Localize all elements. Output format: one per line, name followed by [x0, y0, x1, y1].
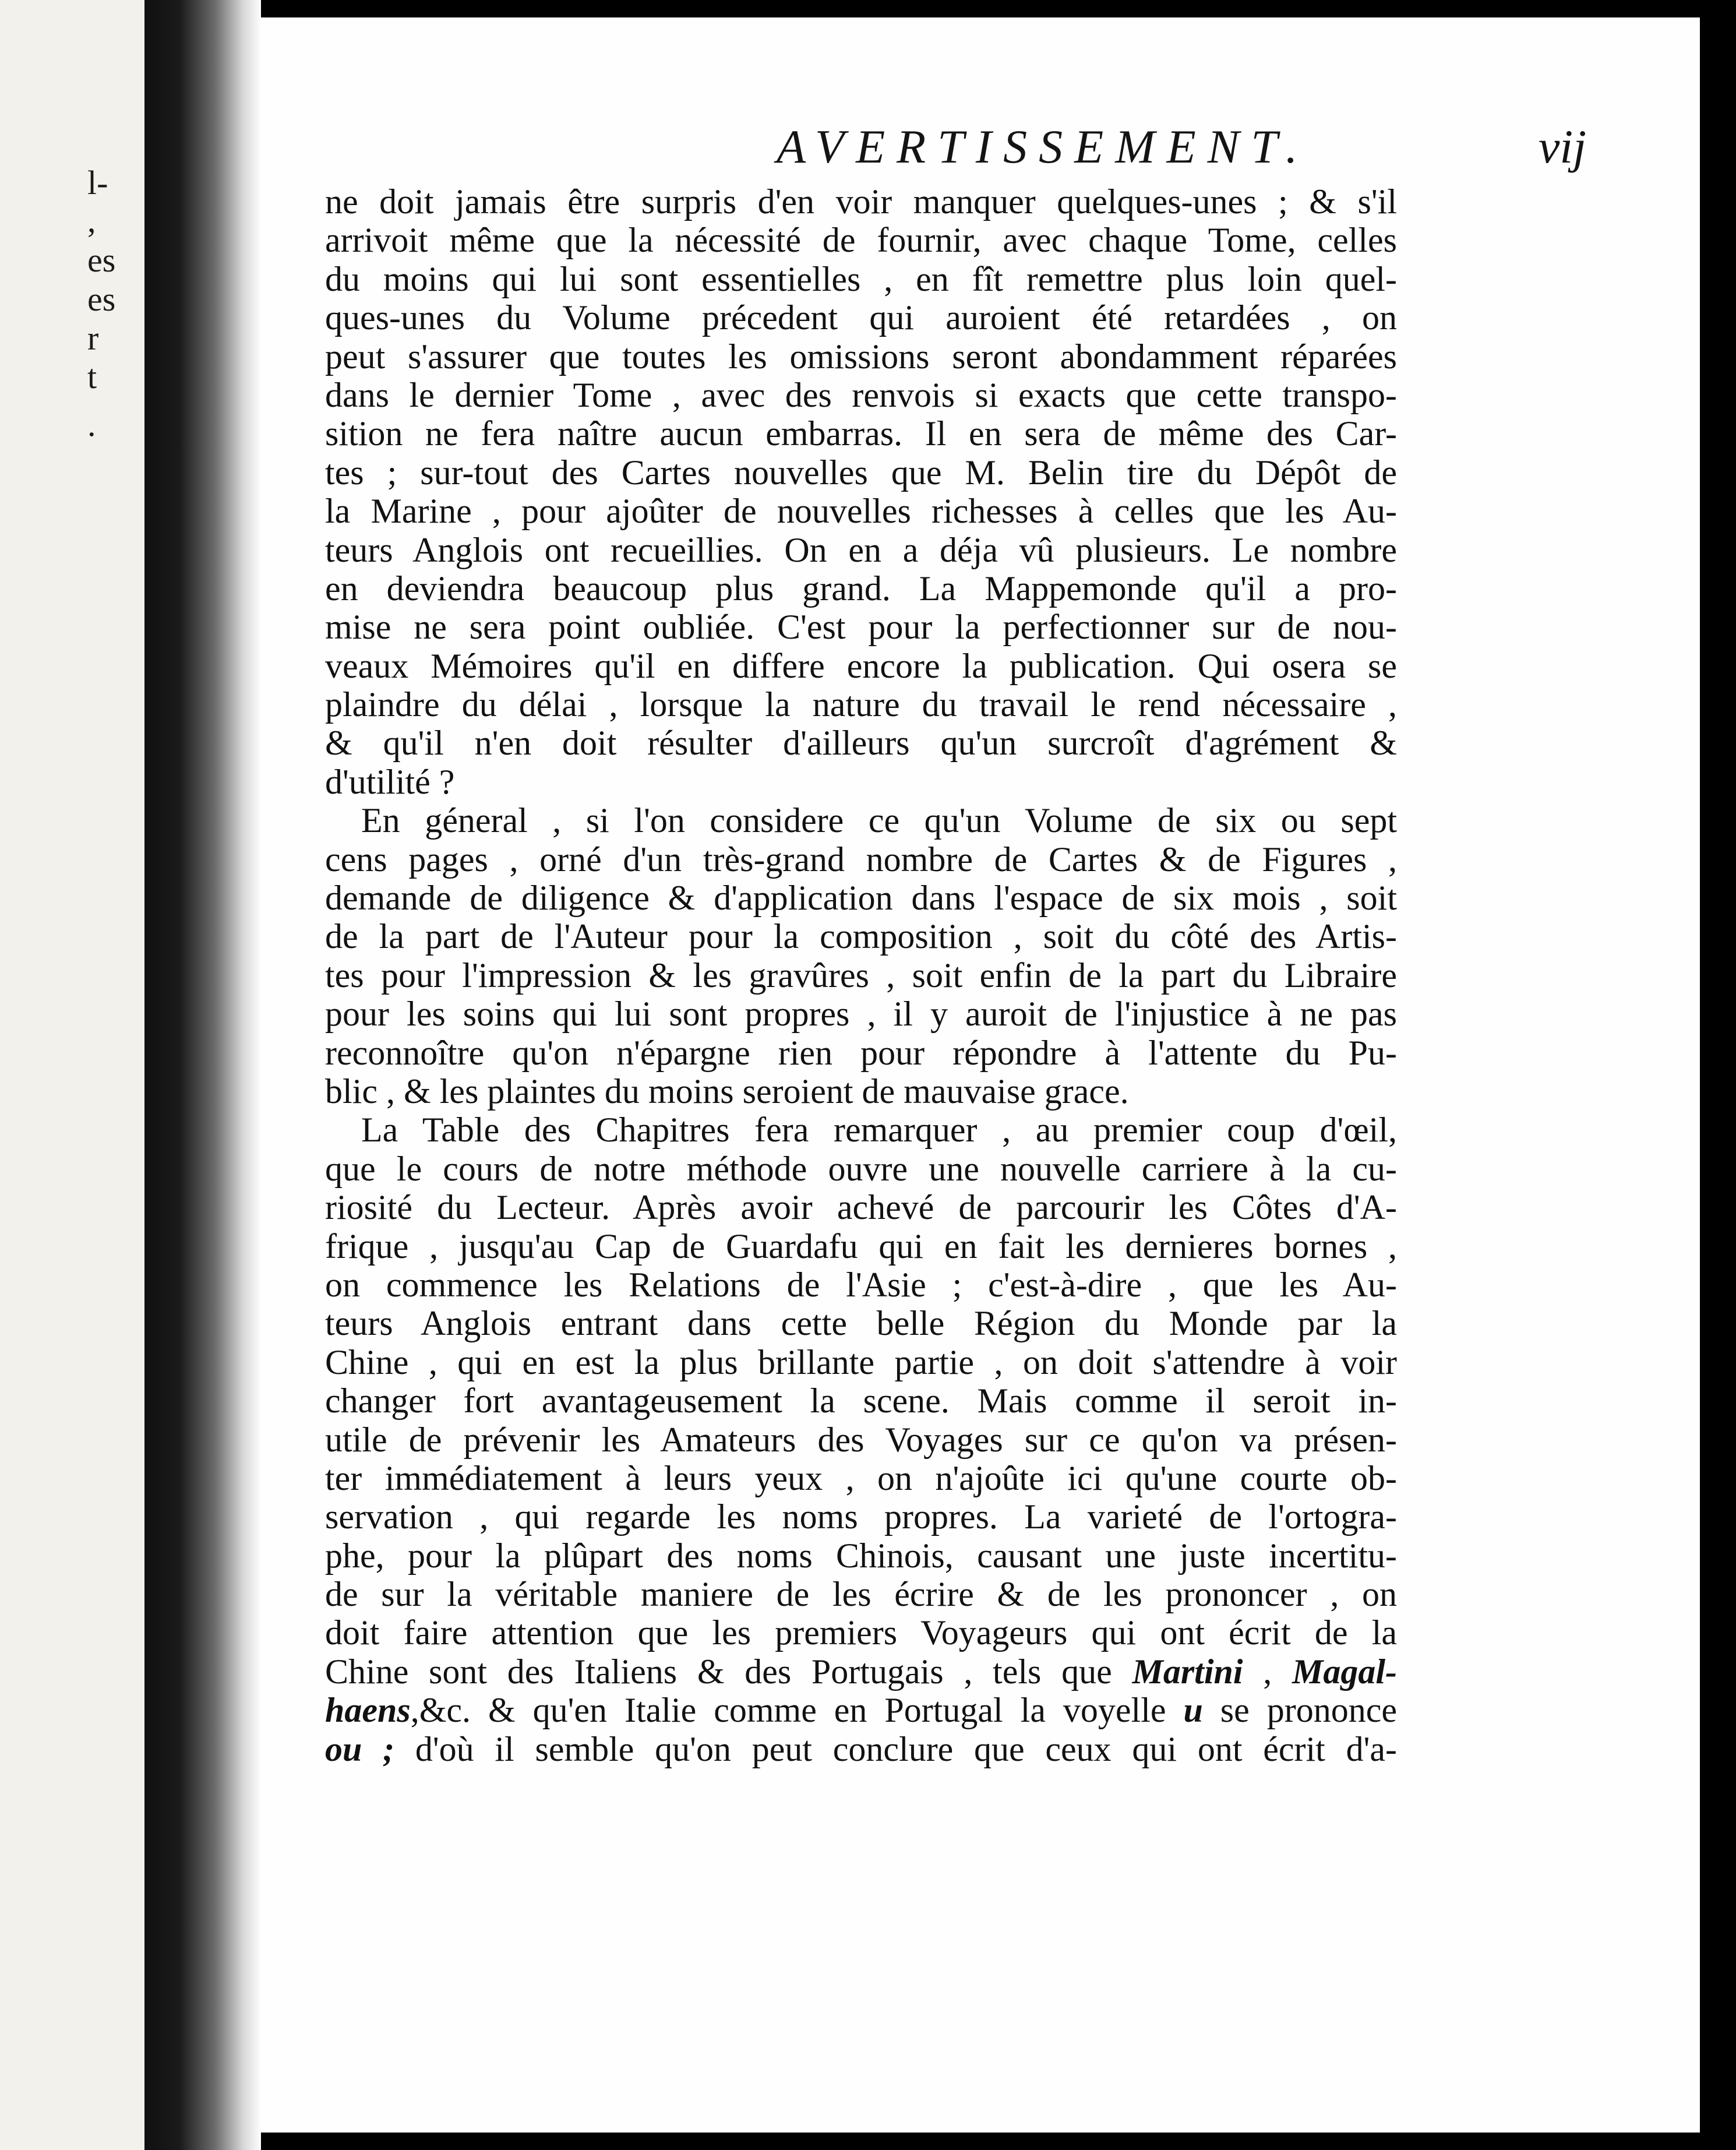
text-line: demande de diligence & d'application dans l'espace de six mois , soit — [325, 879, 1397, 918]
italic-letter: u — [1183, 1691, 1203, 1730]
paragraph — [325, 1111, 1397, 1768]
text-line: teurs Anglois entrant dans cette belle Région du Monde par la — [325, 1304, 1397, 1343]
book-gutter-shadow — [144, 0, 261, 2150]
text-run: , — [1243, 1652, 1292, 1691]
left-page-fragment: t — [87, 358, 97, 396]
italic-word: ou ; — [325, 1729, 395, 1768]
text-line: utile de prévenir les Amateurs des Voyages sur ce qu'on va présen- — [325, 1420, 1397, 1459]
left-page-fragment: es — [87, 280, 116, 318]
paragraph — [325, 801, 1397, 1111]
running-title: AVERTISSEMENT. — [777, 120, 1310, 173]
text-line: plaindre du délai , lorsque la nature du travail le rend nécessaire , — [325, 685, 1397, 724]
text-line — [325, 1652, 1397, 1691]
text-line: sition ne fera naître aucun embarras. Il en sera de même des Car- — [325, 414, 1397, 453]
text-line: changer fort avantageusement la scene. Mais comme il seroit in- — [325, 1381, 1397, 1421]
text-line: tes ; sur-tout des Cartes nouvelles que M. Belin tire du Dépôt de — [325, 453, 1397, 492]
body-text — [325, 182, 1397, 1768]
text-line: veaux Mémoires qu'il en differe encore la publication. Qui osera se — [325, 646, 1397, 685]
text-run: d'où il semble qu'on peut conclure que ceux qui ont écrit d'a- — [394, 1729, 1397, 1768]
text-line — [325, 1691, 1397, 1729]
text-line: ter immédiatement à leurs yeux , on n'ajoûte ici qu'une courte ob- — [325, 1458, 1397, 1497]
text-line: mise ne sera point oubliée. C'est pour la perfectionner sur de nou- — [325, 608, 1397, 647]
text-line: doit faire attention que les premiers Voyageurs qui ont écrit de la — [325, 1613, 1397, 1652]
text-line: phe, pour la plûpart des noms Chinois, causant une juste incertitu- — [325, 1536, 1397, 1575]
text-line: tes pour l'impression & les gravûres , soit enfin de la part du Libraire — [325, 956, 1397, 995]
text-line: pour les soins qui lui sont propres , il y auroit de l'injustice à ne pas — [325, 995, 1397, 1034]
left-page-fragment: es — [87, 241, 116, 279]
text-line: riosité du Lecteur. Après avoir achevé de parcourir les Côtes d'A- — [325, 1188, 1397, 1227]
italic-name: haens — [325, 1691, 411, 1730]
text-line: frique , jusqu'au Cap de Guardafu qui en fait les dernieres bornes , — [325, 1226, 1397, 1266]
text-line: ne doit jamais être surpris d'en voir manquer quelques-unes ; & s'il — [325, 182, 1397, 221]
text-line — [325, 1730, 1397, 1768]
text-line: & qu'il n'en doit résulter d'ailleurs qu'un surcroît d'agrément & — [325, 724, 1397, 763]
text-line: du moins qui lui sont essentielles , en fît remettre plus loin quel- — [325, 259, 1397, 298]
text-line: on commence les Relations de l'Asie ; c'est-à-dire , que les Au- — [325, 1265, 1397, 1304]
text-line: cens pages , orné d'un très-grand nombre de Cartes & de Figures , — [325, 840, 1397, 879]
text-run: ,&c. & qu'en Italie comme en Portugal la voyelle — [410, 1691, 1184, 1730]
page-number: vij — [1539, 120, 1586, 173]
book-page — [261, 17, 1700, 2133]
page-header — [520, 119, 1586, 184]
text-line: Chine , qui en est la plus brillante partie , on doit s'attendre à voir — [325, 1342, 1397, 1381]
italic-name: Magal- — [1292, 1652, 1397, 1691]
left-facing-page — [0, 0, 144, 2150]
left-page-fragment: r — [87, 319, 99, 357]
text-line: teurs Anglois ont recueillies. On en a déja vû plusieurs. Le nombre — [325, 530, 1397, 569]
text-line: La Table des Chapitres fera remarquer , au premier coup d'œil, — [361, 1111, 1397, 1150]
text-line: dans le dernier Tome , avec des renvois si exacts que cette transpo- — [325, 375, 1397, 414]
left-page-fragment: . — [87, 406, 96, 443]
text-line: En géneral , si l'on considere ce qu'un Volume de six ou sept — [361, 801, 1397, 840]
text-line: d'utilité ? — [325, 762, 455, 801]
left-page-fragment: l- — [87, 164, 108, 202]
text-run: Chine sont des Italiens & des Portugais , tels que — [325, 1652, 1132, 1691]
text-line: que le cours de notre méthode ouvre une nouvelle carriere à la cu- — [325, 1149, 1397, 1188]
text-line: ques-unes du Volume précedent qui auroient été retardées , on — [325, 298, 1397, 337]
text-line: la Marine , pour ajoûter de nouvelles richesses à celles que les Au- — [325, 492, 1397, 531]
text-line: blic , & les plaintes du moins seroient de mauvaise grace. — [325, 1072, 1129, 1111]
text-line: arrivoit même que la nécessité de fournir, avec chaque Tome, celles — [325, 221, 1397, 260]
text-line: de la part de l'Auteur pour la composition , soit du côté des Artis- — [325, 917, 1397, 956]
text-line: reconnoître qu'on n'épargne rien pour répondre à l'attente du Pu- — [325, 1033, 1397, 1072]
text-line: de sur la véritable maniere de les écrire & de les prononcer , on — [325, 1575, 1397, 1614]
text-run: se prononce — [1202, 1691, 1397, 1730]
text-line: servation , qui regarde les noms propres. La varieté de l'ortogra- — [325, 1497, 1397, 1536]
left-page-fragment: , — [87, 202, 96, 239]
italic-name: Martini — [1132, 1652, 1243, 1691]
paragraph — [325, 182, 1397, 801]
text-line: en deviendra beaucoup plus grand. La Mappemonde qu'il a pro- — [325, 569, 1397, 608]
text-line: peut s'assurer que toutes les omissions seront abondamment réparées — [325, 337, 1397, 376]
